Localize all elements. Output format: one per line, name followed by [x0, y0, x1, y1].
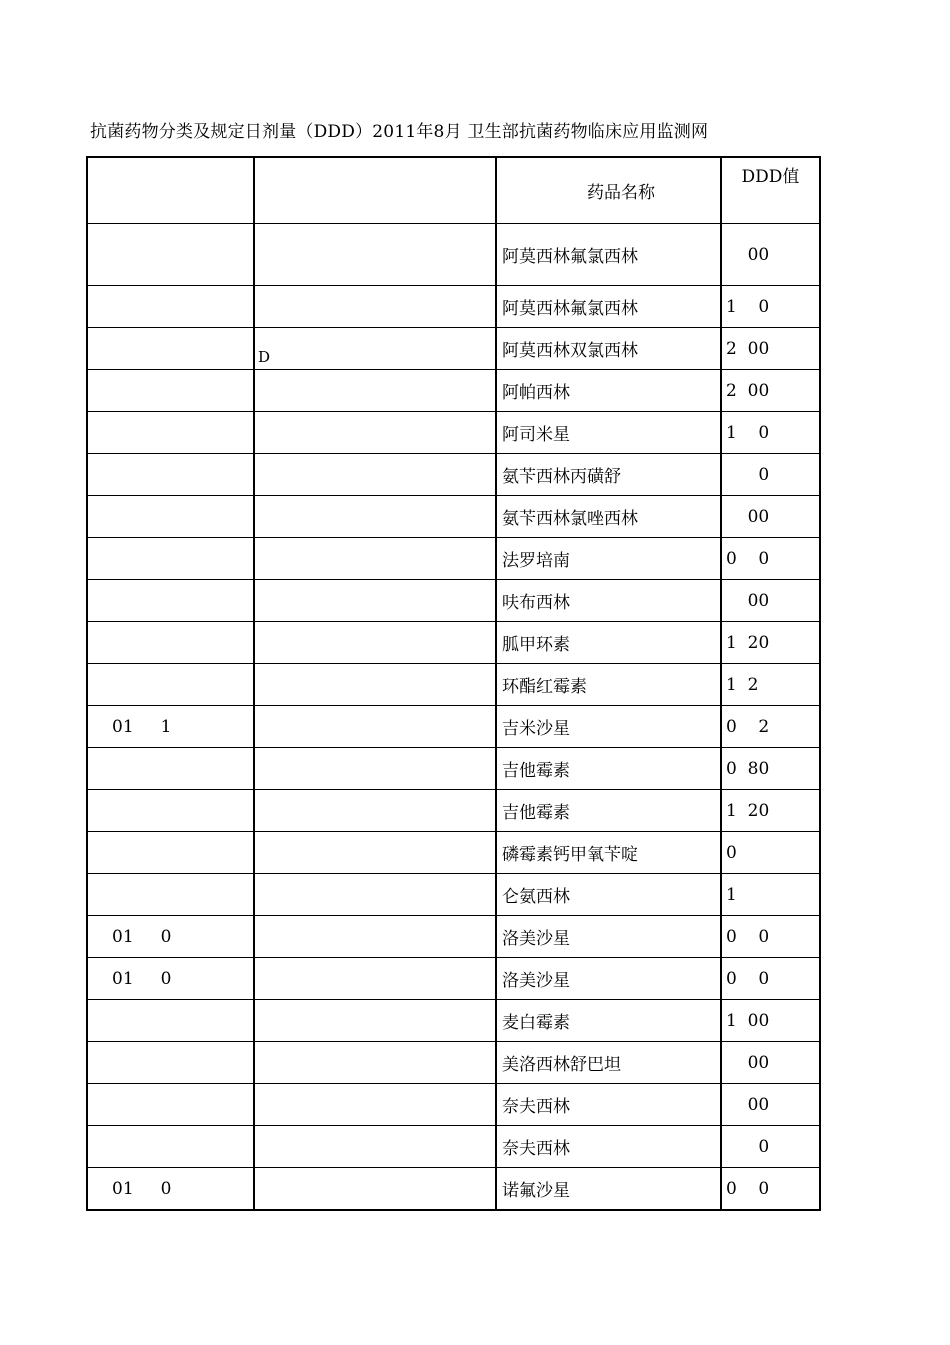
row-col2-cell: [254, 454, 496, 496]
row-drug-name-cell: 美洛西林舒巴坦: [496, 1042, 721, 1084]
row-code-cell: [87, 370, 254, 412]
row-col2-cell: [254, 370, 496, 412]
table-row: [87, 1168, 820, 1211]
table-row: [87, 958, 820, 1000]
row-ddd-cell: 2 00: [721, 328, 820, 370]
stray-mark: D: [258, 348, 271, 366]
row-col2-cell: [254, 580, 496, 622]
row-ddd-cell: 1 0: [721, 412, 820, 454]
document-title: 抗菌药物分类及规定日剂量（DDD）2011年8月 卫生部抗菌药物临床应用监测网: [90, 122, 709, 142]
table-row: [87, 664, 820, 706]
row-drug-name-cell: 阿莫西林氟氯西林: [496, 286, 721, 328]
header-ddd-value: DDD值: [721, 157, 820, 224]
row-col2-cell: [254, 832, 496, 874]
row-drug-name-cell: 麦白霉素: [496, 1000, 721, 1042]
row-drug-name-cell: 阿司米星: [496, 412, 721, 454]
row-ddd-cell: 00: [721, 1084, 820, 1126]
table-row: [87, 454, 820, 496]
row-code-cell: [87, 496, 254, 538]
table-row: [87, 874, 820, 916]
row-ddd-cell: 2 00: [721, 370, 820, 412]
row-col2-cell: [254, 916, 496, 958]
row-ddd-cell: 00: [721, 496, 820, 538]
ddd-table: [86, 156, 821, 1211]
row-code-cell: [87, 454, 254, 496]
table-row: [87, 832, 820, 874]
row-ddd-cell: 0 0: [721, 916, 820, 958]
row-ddd-cell: 1 20: [721, 790, 820, 832]
row-ddd-cell: 0: [721, 832, 820, 874]
row-col2-cell: [254, 1084, 496, 1126]
row-col2-cell: [254, 874, 496, 916]
row-col2-cell: [254, 412, 496, 454]
row-ddd-cell: 00: [721, 580, 820, 622]
row-code-cell: [87, 790, 254, 832]
header-col2: [254, 157, 496, 224]
row-ddd-cell: 1: [721, 874, 820, 916]
row-code-cell: [87, 874, 254, 916]
table-row: [87, 622, 820, 664]
row-code-cell: 01 1: [87, 706, 254, 748]
table-row: [87, 538, 820, 580]
header-col1: [87, 157, 254, 224]
row-drug-name-cell: 洛美沙星: [496, 916, 721, 958]
row-drug-name-cell: 环酯红霉素: [496, 664, 721, 706]
row-drug-name-cell: 胍甲环素: [496, 622, 721, 664]
table-row: [87, 1126, 820, 1168]
row-col2-cell: [254, 328, 496, 370]
row-col2-cell: [254, 538, 496, 580]
row-drug-name-cell: 阿莫西林氟氯西林: [496, 224, 721, 286]
header-drug-name: 药品名称: [496, 157, 721, 224]
row-ddd-cell: 0 0: [721, 538, 820, 580]
row-drug-name-cell: 阿帕西林: [496, 370, 721, 412]
row-code-cell: [87, 1126, 254, 1168]
row-col2-cell: [254, 664, 496, 706]
row-ddd-cell: 00: [721, 224, 820, 286]
row-col2-cell: [254, 224, 496, 286]
row-drug-name-cell: 奈夫西林: [496, 1126, 721, 1168]
table-header-row: [87, 157, 820, 224]
row-code-cell: 01 0: [87, 958, 254, 1000]
row-drug-name-cell: 氨苄西林氯唑西林: [496, 496, 721, 538]
row-col2-cell: [254, 748, 496, 790]
row-ddd-cell: 0 2: [721, 706, 820, 748]
row-col2-cell: [254, 958, 496, 1000]
row-code-cell: [87, 1000, 254, 1042]
row-col2-cell: [254, 1042, 496, 1084]
row-code-cell: [87, 1042, 254, 1084]
row-col2-cell: [254, 622, 496, 664]
row-drug-name-cell: 洛美沙星: [496, 958, 721, 1000]
table-row: [87, 1042, 820, 1084]
row-code-cell: [87, 328, 254, 370]
table-row: [87, 1084, 820, 1126]
table-row: [87, 916, 820, 958]
table-row: [87, 748, 820, 790]
table-row: [87, 224, 820, 286]
row-col2-cell: [254, 706, 496, 748]
row-ddd-cell: 1 0: [721, 286, 820, 328]
row-ddd-cell: 0 0: [721, 958, 820, 1000]
row-col2-cell: [254, 1126, 496, 1168]
row-drug-name-cell: 呋布西林: [496, 580, 721, 622]
row-ddd-cell: 0 0: [721, 1168, 820, 1211]
row-code-cell: [87, 1084, 254, 1126]
table-row: [87, 706, 820, 748]
row-ddd-cell: 0: [721, 1126, 820, 1168]
row-ddd-cell: 1 00: [721, 1000, 820, 1042]
table-row: [87, 286, 820, 328]
row-ddd-cell: 00: [721, 1042, 820, 1084]
row-drug-name-cell: 吉他霉素: [496, 790, 721, 832]
row-col2-cell: [254, 496, 496, 538]
row-drug-name-cell: 磷霉素钙甲氧苄啶: [496, 832, 721, 874]
row-code-cell: [87, 286, 254, 328]
table-row: [87, 580, 820, 622]
row-drug-name-cell: 阿莫西林双氯西林: [496, 328, 721, 370]
row-col2-cell: [254, 1000, 496, 1042]
row-drug-name-cell: 氨苄西林丙磺舒: [496, 454, 721, 496]
row-code-cell: 01 0: [87, 916, 254, 958]
table-row: [87, 328, 820, 370]
row-code-cell: 01 0: [87, 1168, 254, 1211]
row-col2-cell: [254, 1168, 496, 1211]
table-row: [87, 370, 820, 412]
row-drug-name-cell: 奈夫西林: [496, 1084, 721, 1126]
row-ddd-cell: 0: [721, 454, 820, 496]
row-drug-name-cell: 法罗培南: [496, 538, 721, 580]
row-drug-name-cell: 吉他霉素: [496, 748, 721, 790]
row-ddd-cell: 1 2: [721, 664, 820, 706]
row-code-cell: [87, 832, 254, 874]
row-code-cell: [87, 224, 254, 286]
row-ddd-cell: 0 80: [721, 748, 820, 790]
row-code-cell: [87, 412, 254, 454]
row-code-cell: [87, 622, 254, 664]
table-row: [87, 496, 820, 538]
row-ddd-cell: 1 20: [721, 622, 820, 664]
row-col2-cell: [254, 286, 496, 328]
row-code-cell: [87, 748, 254, 790]
row-drug-name-cell: 仑氨西林: [496, 874, 721, 916]
table-row: [87, 790, 820, 832]
row-code-cell: [87, 664, 254, 706]
row-code-cell: [87, 538, 254, 580]
row-col2-cell: [254, 790, 496, 832]
row-drug-name-cell: 诺氟沙星: [496, 1168, 721, 1211]
row-drug-name-cell: 吉米沙星: [496, 706, 721, 748]
table-row: [87, 412, 820, 454]
table-row: [87, 1000, 820, 1042]
row-code-cell: [87, 580, 254, 622]
